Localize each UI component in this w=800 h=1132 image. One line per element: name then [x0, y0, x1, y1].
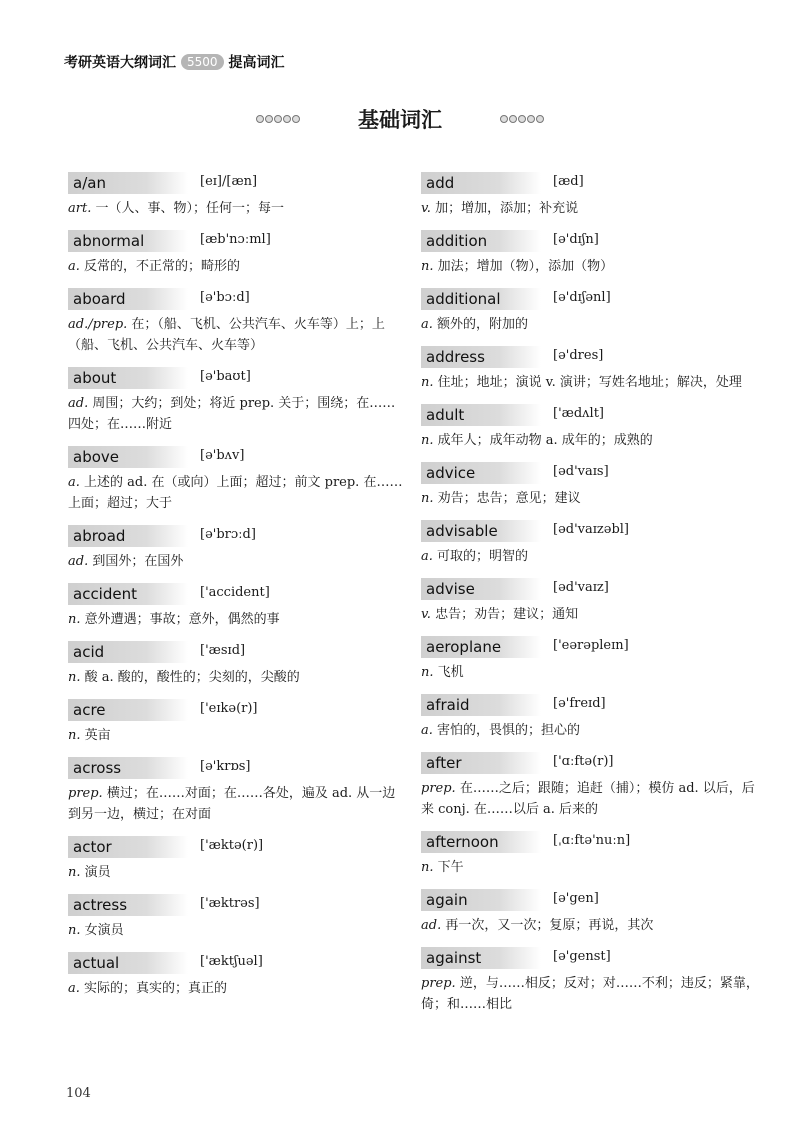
definition-text: 反常的，不正常的；畸形的: [84, 259, 241, 274]
book-title-part-a: 考研英语大纲词汇: [64, 55, 176, 71]
definition: [421, 314, 759, 335]
headword: abnormal: [68, 230, 188, 252]
entry-head: [68, 699, 408, 721]
part-of-speech: v.: [421, 201, 431, 216]
definition-text: 飞机: [437, 665, 464, 680]
definition-text: 再一次，又一次；复原；再说，其次: [445, 918, 654, 933]
phonetic: [ə'dres]: [553, 348, 604, 363]
definition-text: 加；增加，添加；补充说: [435, 201, 579, 216]
vocab-entry: [68, 288, 408, 356]
headword: after: [421, 752, 541, 774]
headword: address: [421, 346, 541, 368]
part-of-speech: ad.: [421, 918, 442, 933]
definition-text: 意外遭遇；事故；意外，偶然的事: [84, 612, 280, 627]
vocab-entry: [68, 367, 408, 435]
definition-text: 英亩: [84, 728, 111, 743]
entry-head: [421, 172, 761, 194]
entry-head: [68, 446, 408, 468]
vocab-entry: [421, 172, 761, 219]
headword: advisable: [421, 520, 541, 542]
vocab-entry: [68, 699, 408, 746]
definition: [421, 604, 759, 625]
vocab-entry: [421, 462, 761, 509]
headword: across: [68, 757, 188, 779]
phonetic: [ə'baʊt]: [200, 369, 251, 384]
definition-text: 额外的，附加的: [437, 317, 529, 332]
definition: [421, 857, 759, 878]
phonetic: ['eɪkə(r)]: [200, 701, 258, 716]
section-title: 基础词汇: [358, 108, 442, 132]
phonetic: [eɪ]/[æn]: [200, 174, 258, 189]
definition: [68, 198, 406, 219]
headword: advise: [421, 578, 541, 600]
headword: aeroplane: [421, 636, 541, 658]
phonetic: [ə'krɒs]: [200, 759, 251, 774]
headword: against: [421, 947, 541, 969]
running-header: [64, 52, 285, 72]
headword: afraid: [421, 694, 541, 716]
headword: aboard: [68, 288, 188, 310]
book-title-part-b: 提高词汇: [228, 55, 285, 71]
phonetic: ['eərəpleɪn]: [553, 638, 629, 653]
definition-text: 在……之后；跟随；追赶（捕）；模仿 ad. 以后，后来 conj. 在……以后 a. 后来的: [421, 781, 755, 817]
vocab-entry: [421, 520, 761, 567]
vocab-entry: [421, 831, 761, 878]
phonetic: [əd'vaɪs]: [553, 464, 609, 479]
headword: addition: [421, 230, 541, 252]
part-of-speech: n.: [68, 865, 81, 880]
phonetic: ['æsɪd]: [200, 643, 246, 658]
phonetic: [ə'gen]: [553, 891, 599, 906]
definition: [68, 472, 406, 514]
phonetic: [ə'bɔːd]: [200, 290, 250, 305]
phonetic: ['accident]: [200, 585, 270, 600]
part-of-speech: a.: [421, 317, 433, 332]
entry-head: [421, 694, 761, 716]
definition: [68, 725, 406, 746]
phonetic: ['æktʃuəl]: [200, 954, 263, 969]
phonetic: [əd'vaɪzəbl]: [553, 522, 630, 537]
headword: adult: [421, 404, 541, 426]
part-of-speech: n.: [68, 728, 81, 743]
headword: acid: [68, 641, 188, 663]
vocab-entry: [421, 889, 761, 936]
definition-text: 周围；大约；到处；将近 prep. 关于；围绕；在……四处；在……附近: [68, 396, 396, 432]
definition: [421, 546, 759, 567]
definition-text: 上述的 ad. 在（或向）上面；超过；前文 prep. 在……上面；超过；大于: [68, 475, 403, 511]
vocab-entry: [68, 525, 408, 572]
definition-text: 成年人；成年动物 a. 成年的；成熟的: [437, 433, 653, 448]
entry-head: [421, 288, 761, 310]
definition: [421, 198, 759, 219]
vocab-entry: [68, 952, 408, 999]
definition: [68, 978, 406, 999]
headword: actual: [68, 952, 188, 974]
definition: [421, 662, 759, 683]
headword: above: [68, 446, 188, 468]
phonetic: [æd]: [553, 174, 584, 189]
entry-head: [68, 757, 408, 779]
headword: again: [421, 889, 541, 911]
phonetic: [ə'genst]: [553, 949, 611, 964]
definition-text: 女演员: [84, 923, 124, 938]
definition-text: 横过；在……对面；在……各处，遍及 ad. 从一边到另一边，横过；在对面: [68, 786, 396, 822]
definition-text: 加法；增加（物），添加（物）: [437, 259, 614, 274]
entry-head: [68, 230, 408, 252]
definition-text: 下午: [437, 860, 464, 875]
part-of-speech: art.: [68, 201, 92, 216]
definition: [68, 920, 406, 941]
definition: [421, 256, 759, 277]
headword: add: [421, 172, 541, 194]
level-badge: 5500: [181, 54, 224, 70]
part-of-speech: a.: [68, 259, 80, 274]
definition: [68, 609, 406, 630]
right-column: [421, 172, 761, 1026]
definition: [421, 778, 759, 820]
entry-head: [421, 947, 761, 969]
headword: acre: [68, 699, 188, 721]
vocab-entry: [421, 230, 761, 277]
definition: [421, 488, 759, 509]
vocab-entry: [421, 636, 761, 683]
section-title-row: [0, 104, 800, 134]
definition: [421, 430, 759, 451]
vocab-entry: [68, 172, 408, 219]
vocab-entry: [68, 230, 408, 277]
part-of-speech: n.: [421, 259, 434, 274]
definition-text: 逆，与……相反；反对；对……不利；违反；紧靠，倚；和……相比: [421, 976, 759, 1012]
entry-head: [68, 525, 408, 547]
part-of-speech: ad.: [68, 396, 89, 411]
headword: afternoon: [421, 831, 541, 853]
part-of-speech: v.: [421, 607, 431, 622]
part-of-speech: prep.: [421, 976, 456, 991]
definition: [421, 973, 759, 1015]
phonetic: [ə'dɪʃənl]: [553, 290, 611, 305]
entry-head: [68, 367, 408, 389]
entry-head: [68, 288, 408, 310]
headword: a/an: [68, 172, 188, 194]
headword: abroad: [68, 525, 188, 547]
phonetic: [ə'brɔːd]: [200, 527, 256, 542]
definition: [421, 372, 759, 393]
ornament-right-icon: [500, 115, 544, 123]
phonetic: ['æktə(r)]: [200, 838, 264, 853]
part-of-speech: n.: [421, 665, 434, 680]
headword: actress: [68, 894, 188, 916]
entry-head: [68, 836, 408, 858]
vocab-entry: [68, 836, 408, 883]
phonetic: [ˌɑːftə'nuːn]: [553, 833, 631, 848]
entry-head: [68, 583, 408, 605]
vocab-entry: [68, 894, 408, 941]
definition-text: 住址；地址；演说 v. 演讲；写姓名地址；解决，处理: [437, 375, 742, 390]
definition-text: 实际的；真实的；真正的: [84, 981, 228, 996]
definition: [68, 862, 406, 883]
part-of-speech: n.: [68, 670, 81, 685]
phonetic: ['ɑːftə(r)]: [553, 754, 614, 769]
headword: actor: [68, 836, 188, 858]
definition-text: 到国外；在国外: [92, 554, 184, 569]
page-number: 104: [66, 1086, 91, 1101]
entry-head: [421, 831, 761, 853]
vocab-entry: [421, 694, 761, 741]
headword: accident: [68, 583, 188, 605]
vocab-entry: [68, 446, 408, 514]
entry-head: [68, 952, 408, 974]
vocab-entry: [421, 752, 761, 820]
vocab-entry: [421, 947, 761, 1015]
phonetic: [əd'vaɪz]: [553, 580, 609, 595]
definition-text: 一（人、事、物）；任何一；每一: [95, 201, 284, 216]
vocab-entry: [421, 578, 761, 625]
definition-text: 演员: [84, 865, 111, 880]
entry-head: [421, 462, 761, 484]
entry-head: [421, 752, 761, 774]
part-of-speech: n.: [421, 433, 434, 448]
entry-head: [421, 578, 761, 600]
left-column: [68, 172, 408, 1010]
part-of-speech: n.: [421, 491, 434, 506]
definition: [68, 667, 406, 688]
entry-head: [68, 172, 408, 194]
part-of-speech: ad./prep.: [68, 317, 128, 332]
part-of-speech: n.: [68, 923, 81, 938]
headword: advice: [421, 462, 541, 484]
part-of-speech: a.: [68, 981, 80, 996]
definition-text: 在；（船、飞机、公共汽车、火车等）上；上（船、飞机、公共汽车、火车等）: [68, 317, 385, 353]
definition-text: 害怕的，畏惧的；担心的: [437, 723, 581, 738]
entry-head: [421, 889, 761, 911]
headword: about: [68, 367, 188, 389]
part-of-speech: prep.: [68, 786, 103, 801]
entry-head: [421, 404, 761, 426]
phonetic: [ə'dɪʃn]: [553, 232, 599, 247]
definition-text: 可取的；明智的: [437, 549, 529, 564]
phonetic: [æb'nɔːml]: [200, 232, 271, 247]
part-of-speech: n.: [421, 375, 434, 390]
ornament-left-icon: [256, 115, 300, 123]
definition: [421, 720, 759, 741]
definition-text: 忠告；劝告；建议；通知: [435, 607, 579, 622]
definition: [68, 783, 406, 825]
part-of-speech: a.: [68, 475, 80, 490]
part-of-speech: n.: [68, 612, 81, 627]
phonetic: [ə'bʌv]: [200, 448, 245, 463]
vocab-entry: [68, 583, 408, 630]
entry-head: [421, 520, 761, 542]
vocab-entry: [68, 641, 408, 688]
phonetic: ['ædʌlt]: [553, 406, 604, 421]
definition: [68, 314, 406, 356]
part-of-speech: n.: [421, 860, 434, 875]
definition: [68, 393, 406, 435]
phonetic: [ə'freɪd]: [553, 696, 606, 711]
entry-head: [421, 230, 761, 252]
part-of-speech: prep.: [421, 781, 456, 796]
entry-head: [421, 636, 761, 658]
definition-text: 酸 a. 酸的，酸性的；尖刻的，尖酸的: [84, 670, 300, 685]
part-of-speech: a.: [421, 549, 433, 564]
definition: [421, 915, 759, 936]
definition-text: 劝告；忠告；意见；建议: [437, 491, 581, 506]
entry-head: [68, 894, 408, 916]
vocab-entry: [421, 404, 761, 451]
phonetic: ['æktrəs]: [200, 896, 260, 911]
vocab-entry: [421, 346, 761, 393]
entry-head: [421, 346, 761, 368]
entry-head: [68, 641, 408, 663]
definition: [68, 256, 406, 277]
vocab-entry: [421, 288, 761, 335]
vocab-entry: [68, 757, 408, 825]
definition: [68, 551, 406, 572]
part-of-speech: ad.: [68, 554, 89, 569]
headword: additional: [421, 288, 541, 310]
part-of-speech: a.: [421, 723, 433, 738]
